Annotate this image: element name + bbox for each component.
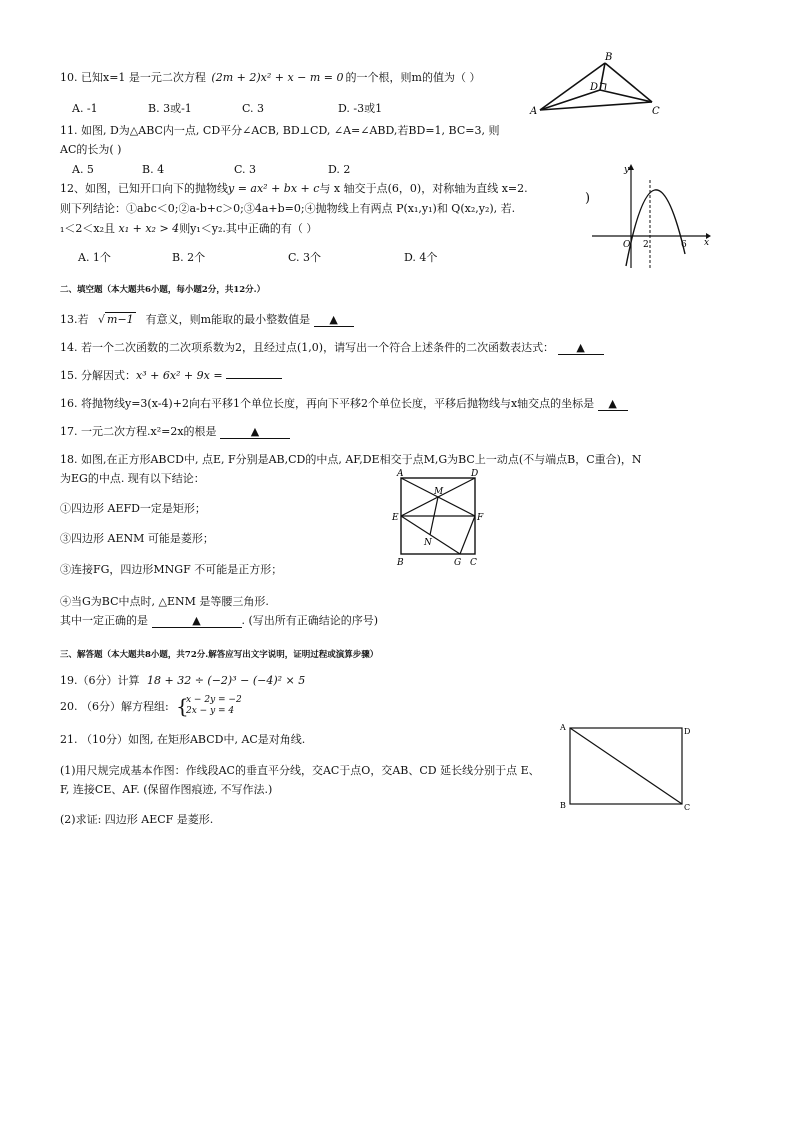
parabola-paren: ) (585, 191, 591, 206)
q13-radicand: m−1 (107, 313, 134, 326)
q12-line1 (60, 182, 528, 196)
square-label-a: A (397, 469, 404, 479)
parabola-label-2: 2 (643, 240, 649, 250)
q19-formula: 18 + 32 ÷ (−2)³ − (−4)² × 5 (147, 674, 306, 687)
q21-line3: F, 连接CE、AF. (保留作图痕迹, 不写作法.) (60, 783, 273, 796)
q18-line2: 为EG的中点. 现有以下结论： (60, 472, 205, 485)
q20-brace: { (176, 694, 189, 718)
rect-label-d: D (684, 727, 691, 736)
q15-formula: x³ + 6x² + 9x = (136, 369, 223, 382)
q19-text: 19.（6分）计算 (60, 674, 140, 687)
q15-answer-blank[interactable] (226, 378, 282, 379)
parabola-label-x: x (704, 238, 710, 248)
q15-text: 15. 分解因式： (60, 369, 136, 382)
q15 (60, 369, 282, 383)
q19 (60, 674, 305, 688)
rect-label-b: B (560, 801, 566, 810)
square-label-d: D (471, 469, 479, 479)
parabola-label-o: O (623, 240, 631, 250)
q10-option-c: C. 3 (242, 102, 265, 115)
q13-answer-blank[interactable]: ▲ (314, 314, 354, 327)
q12-line3-a: ₁＜2＜x₂且 (60, 222, 116, 235)
q11-line1: 11. 如图, D为△ABC内一点, CD平分∠ACB, BD⊥CD, ∠A=∠ABD,若BD=1, BC=3, 则 (60, 124, 500, 137)
q11-option-b: B. 4 (142, 163, 165, 176)
q20-text: 20. （6分）解方程组: (60, 700, 169, 713)
square-label-n: N (424, 538, 432, 548)
rectangle-figure (558, 720, 694, 814)
rect-label-c: C (684, 803, 691, 812)
triangle-figure (520, 50, 670, 120)
rect-label-a: A (560, 723, 566, 732)
q13-text-a: 13.若 (60, 313, 89, 326)
q18-conclusion-1: ①四边形 AEFD一定是矩形； (60, 502, 206, 515)
q21-line2: (1)用尺规完成基本作图：作线段AC的垂直平分线，交AC于点O，交AB、CD 延长线分别于点 E、 (60, 764, 540, 777)
q10-option-d: D. -3或1 (338, 102, 383, 115)
triangle-label-c: C (652, 106, 660, 117)
square-label-b: B (397, 558, 404, 568)
q17-answer-blank[interactable]: ▲ (220, 426, 290, 439)
q21-line1: 21. （10分）如图, 在矩形ABCD中, AC是对角线. (60, 733, 306, 746)
q20 (60, 700, 169, 714)
q10-formula: (2m + 2)x² + x − m = 0 (211, 71, 344, 84)
q18-conclusion-3: ③连接FG，四边形MNGF 不可能是正方形； (60, 563, 283, 576)
q20-eq1: x − 2y = −2 (186, 695, 242, 705)
triangle-label-a: A (530, 106, 538, 117)
q13-text-b: 有意义，则m能取的最小整数值是 (145, 313, 311, 326)
q12-option-a: A. 1个 (78, 251, 111, 264)
triangle-label-d: D (590, 82, 599, 93)
q14-text: 14. 若一个二次函数的二次项系数为2，且经过点(1,0)，请写出一个符合上述条件的二次函数表达式： (60, 341, 555, 354)
q11-line2: AC的长为( ) (60, 143, 122, 156)
q18-answer-a: 其中一定正确的是 (60, 614, 148, 627)
q14 (60, 341, 604, 355)
q11-option-c: C. 3 (234, 163, 257, 176)
q18-answer-blank[interactable]: ▲ (152, 615, 242, 628)
q14-answer-blank[interactable]: ▲ (558, 342, 604, 355)
q16 (60, 397, 628, 411)
q12-option-d: D. 4个 (404, 251, 438, 264)
q10-stem (60, 71, 480, 85)
q18-line1: 18. 如图,在正方形ABCD中, 点E, F分别是AB,CD的中点, AF,DE相交于点M,G为BC上一动点(不与端点B，C重合)，N (60, 453, 642, 466)
q17 (60, 425, 290, 439)
q12-line2: 则下列结论：①abc＜0;②a-b+c＞0;③4a+b=0;④抛物线上有两点 P(x₁,y₁)和 Q(x₂,y₂), 若. (60, 202, 516, 215)
section-3-title: 三、解答题（本大题共8小题，共72分.解答应写出文字说明，证明过程或演算步骤） (60, 650, 379, 660)
square-label-g: G (454, 558, 462, 568)
q10-option-b: B. 3或-1 (148, 102, 192, 115)
square-label-e: E (392, 513, 399, 523)
q12-option-c: C. 3个 (288, 251, 322, 264)
q11-option-d: D. 2 (328, 163, 351, 176)
q17-text: 17. 一元二次方程.x²=2x的根是 (60, 425, 217, 438)
q10-text-a: 10. 已知x=1 是一元二次方程 (60, 71, 206, 84)
q13-sqrt: √ m−1 (98, 313, 134, 326)
q10-option-a: A. -1 (72, 102, 98, 115)
parabola-label-6: 6 (681, 240, 687, 250)
q18-conclusion-2: ③四边形 AENM 可能是菱形； (60, 532, 214, 545)
square-label-c: C (470, 558, 477, 568)
q12-line3-b: 则y₁＜y₂.其中正确的有（ ） (179, 222, 318, 235)
q16-text: 16. 将抛物线y=3(x-4)+2向右平移1个单位长度，再向下平移2个单位长度，平移后抛物线与x轴交点的坐标是 (60, 397, 595, 410)
parabola-figure (588, 160, 713, 272)
q11-option-a: A. 5 (72, 163, 94, 176)
q12-line3 (60, 222, 317, 236)
q12-formula-2: x₁ + x₂ > 4 (118, 222, 180, 235)
q20-system (176, 694, 246, 718)
parabola-label-y: y (624, 165, 630, 175)
square-label-m: M (434, 487, 444, 497)
q13 (60, 312, 354, 327)
q12-option-b: B. 2个 (172, 251, 206, 264)
triangle-label-b: B (605, 52, 613, 63)
q12-formula-1: y = ax² + bx + c (228, 182, 320, 195)
q12-line1-a: 12、如图，已知开口向下的抛物线 (60, 182, 228, 195)
q18-answer-b: . (写出所有正确结论的序号) (241, 614, 379, 627)
q18-conclusion-4: ④当G为BC中点时, △ENM 是等腰三角形. (60, 595, 269, 608)
q20-eq2: 2x − y = 4 (186, 706, 235, 716)
section-2-title: 二、填空题（本大题共6小题，每小题2分，共12分.） (60, 285, 266, 295)
q18-answer (60, 614, 378, 628)
q12-line1-b: 与 x 轴交于点(6，0)，对称轴为直线 x=2. (319, 182, 528, 195)
square-figure (388, 466, 488, 570)
square-label-f: F (477, 513, 484, 523)
q10-text-b: 的一个根，则m的值为（ ） (345, 71, 481, 84)
q21-line4: (2)求证: 四边形 AECF 是菱形. (60, 813, 214, 826)
q16-answer-blank[interactable]: ▲ (598, 398, 628, 411)
